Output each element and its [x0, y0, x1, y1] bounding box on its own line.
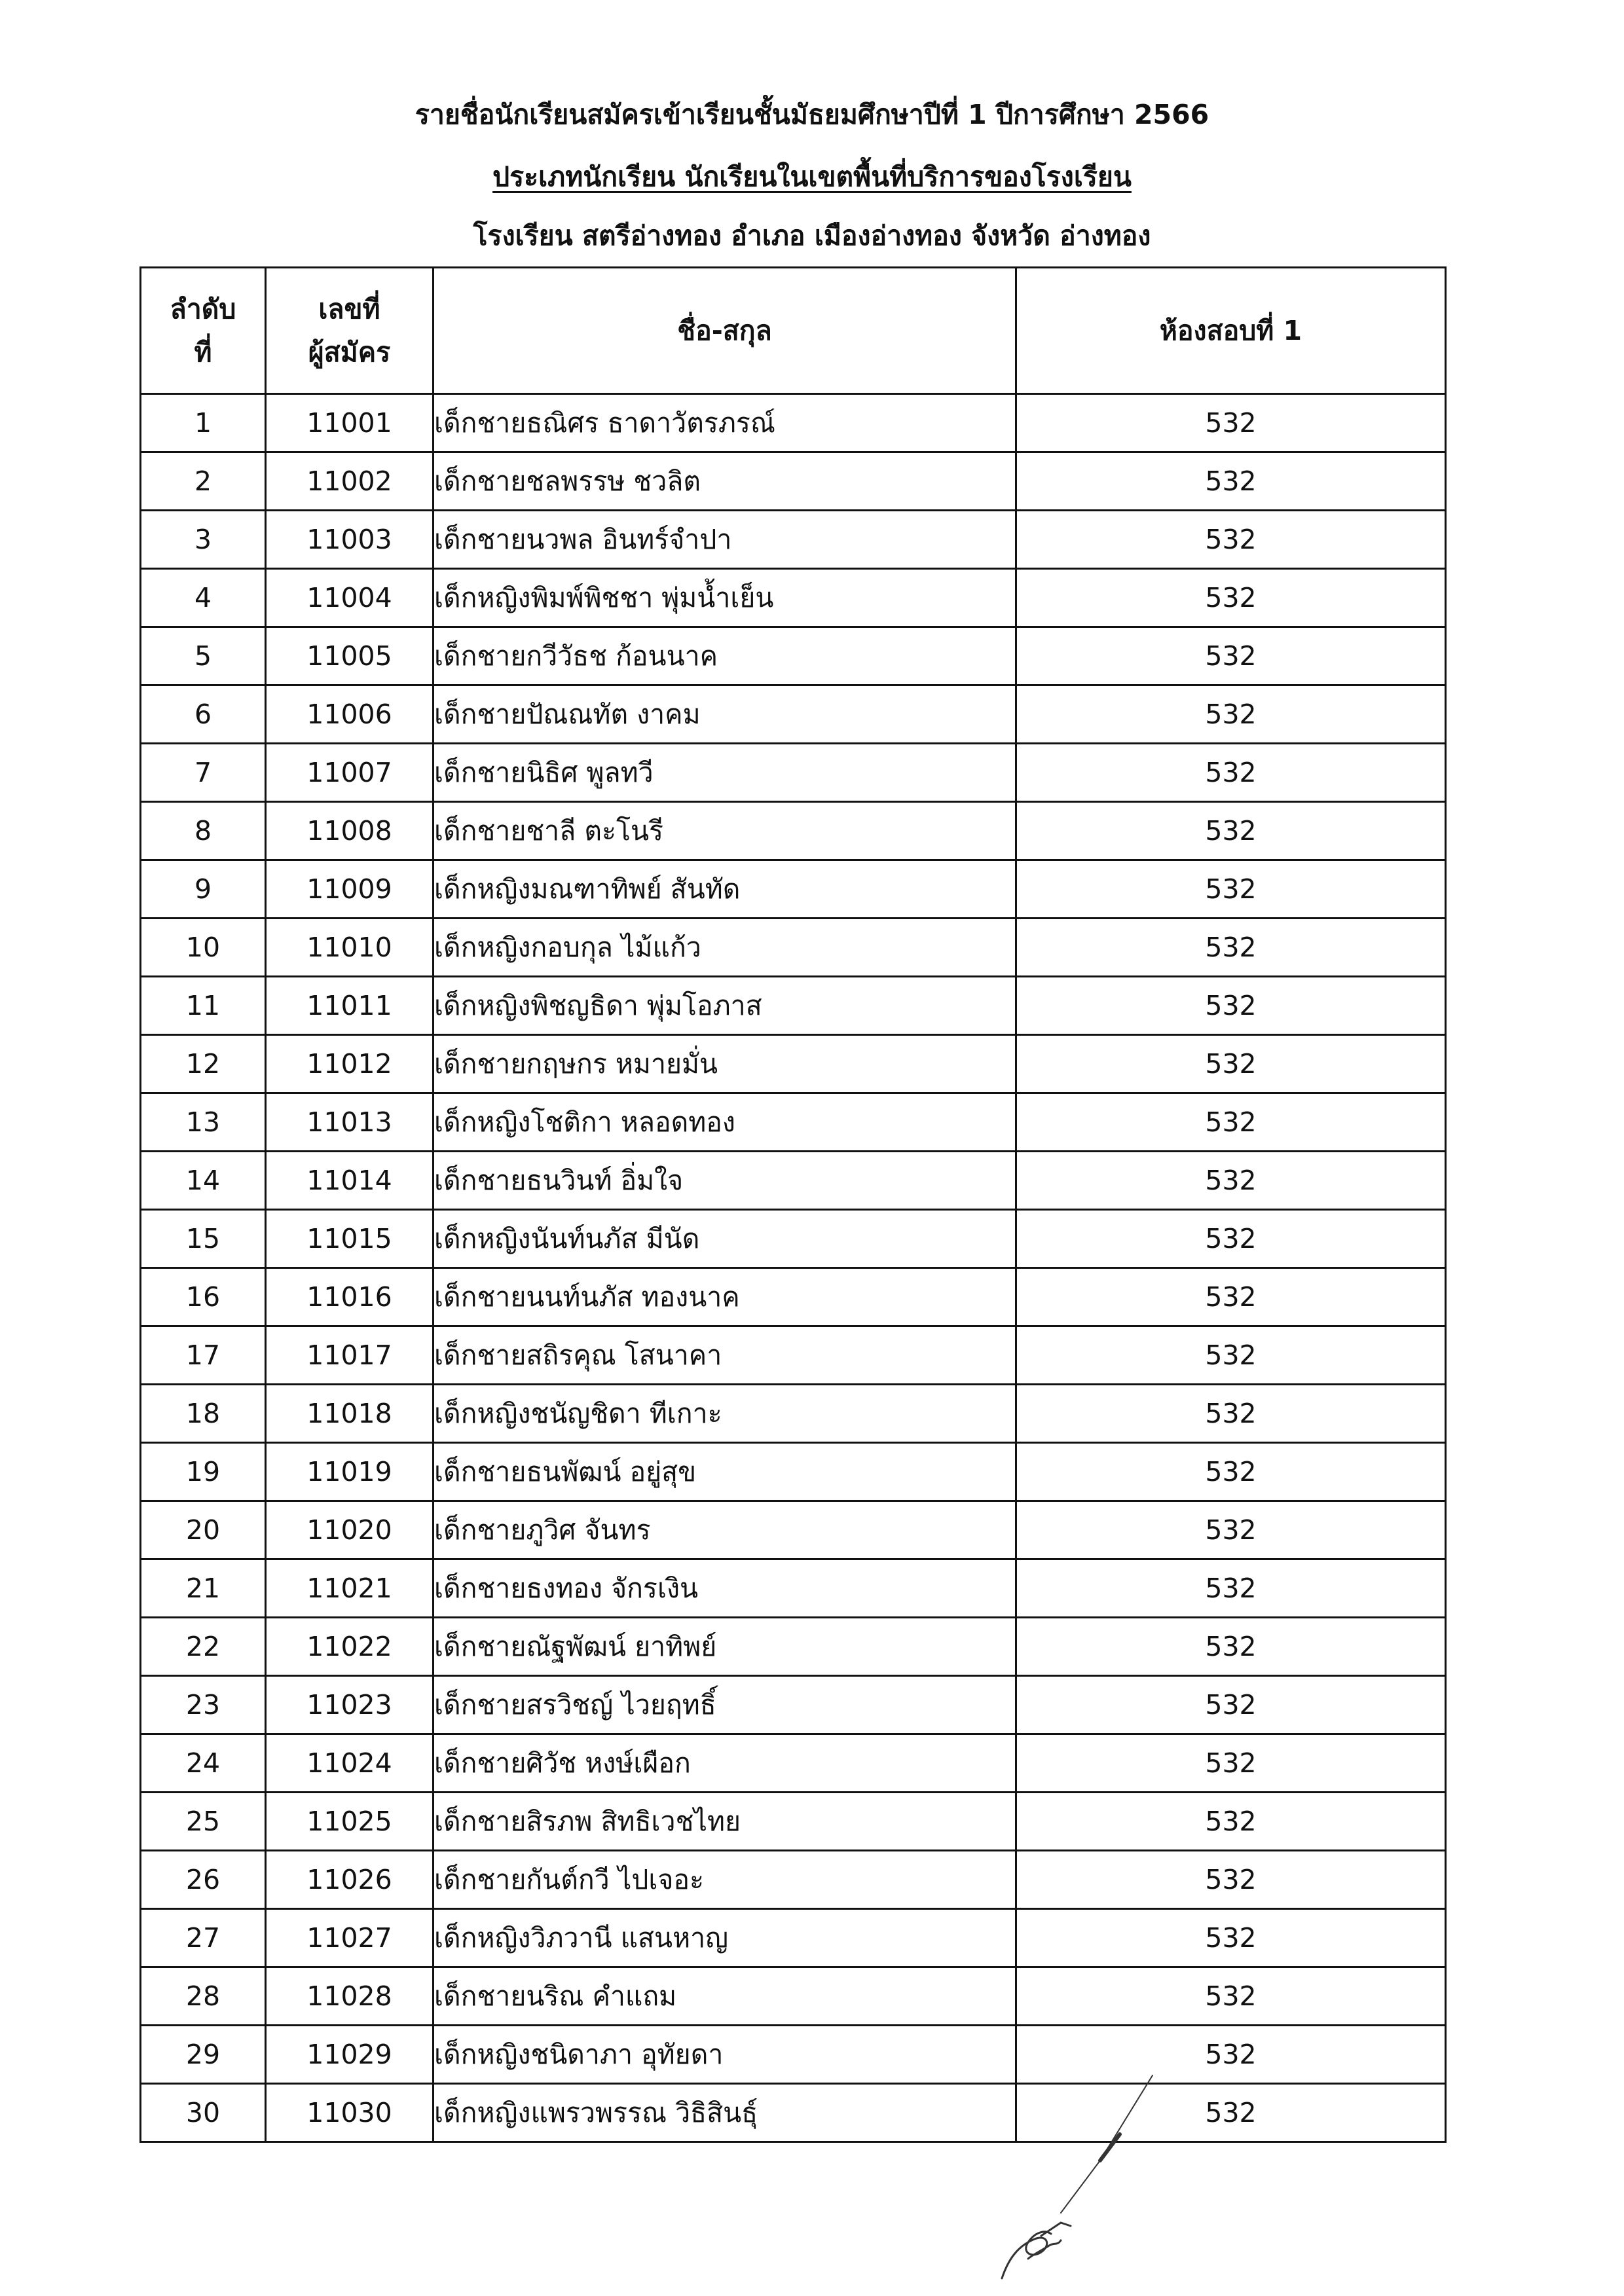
exam-room-cell: 532 — [1016, 394, 1446, 452]
applicant-number-cell: 11006 — [266, 685, 434, 744]
full-name-cell: เด็กชายณัฐพัฒน์ ยาทิพย์ — [434, 1618, 1016, 1676]
applicant-number-cell: 11007 — [266, 744, 434, 802]
table-row — [141, 802, 1446, 860]
order-cell: 28 — [141, 1967, 266, 2026]
applicant-number-cell: 11016 — [266, 1268, 434, 1326]
full-name-cell: เด็กชายธงทอง จักรเงิน — [434, 1559, 1016, 1618]
exam-room-cell: 532 — [1016, 744, 1446, 802]
order-cell: 8 — [141, 802, 266, 860]
table-row — [141, 452, 1446, 511]
full-name-cell: เด็กหญิงชนิดาภา อุทัยดา — [434, 2026, 1016, 2084]
order-cell: 7 — [141, 744, 266, 802]
exam-room-cell: 532 — [1016, 1093, 1446, 1152]
full-name-cell: เด็กชายนิธิศ พูลทวี — [434, 744, 1016, 802]
table-row — [141, 569, 1446, 627]
full-name-cell: เด็กชายนวพล อินทร์จำปา — [434, 511, 1016, 569]
full-name-cell: เด็กชายธณิศร ธาดาวัตรภรณ์ — [434, 394, 1016, 452]
exam-room-cell: 532 — [1016, 1443, 1446, 1501]
order-cell: 14 — [141, 1152, 266, 1210]
table-row — [141, 1967, 1446, 2026]
table-row — [141, 919, 1446, 977]
applicant-number-cell: 11018 — [266, 1385, 434, 1443]
order-cell: 16 — [141, 1268, 266, 1326]
order-cell: 18 — [141, 1385, 266, 1443]
header-app-line2: ผู้สมัคร — [308, 337, 391, 368]
applicant-number-cell: 11013 — [266, 1093, 434, 1152]
applicant-number-cell: 11010 — [266, 919, 434, 977]
full-name-cell: เด็กชายสรวิชญ์ ไวยฤทธิ์ — [434, 1676, 1016, 1734]
exam-room-cell: 532 — [1016, 802, 1446, 860]
order-cell: 17 — [141, 1326, 266, 1385]
document-title: รายชื่อนักเรียนสมัครเข้าเรียนชั้นมัธยมศึกษาปีที่ 1 ปีการศึกษา 2566 — [415, 99, 1209, 130]
table-row — [141, 1618, 1446, 1676]
full-name-cell: เด็กชายธนวินท์ อิ่มใจ — [434, 1152, 1016, 1210]
full-name-cell: เด็กชายปัณณทัต งาคม — [434, 685, 1016, 744]
order-cell: 20 — [141, 1501, 266, 1559]
applicant-number-cell: 11023 — [266, 1676, 434, 1734]
exam-room-cell: 532 — [1016, 2026, 1446, 2084]
order-cell: 29 — [141, 2026, 266, 2084]
signature-mark — [904, 2062, 1166, 2285]
applicant-number-cell: 11015 — [266, 1210, 434, 1268]
applicant-number-cell: 11005 — [266, 627, 434, 685]
exam-room-cell: 532 — [1016, 452, 1446, 511]
header-order-line1: ลำดับ — [170, 293, 236, 325]
full-name-cell: เด็กชายกันต์กวี ไปเจอะ — [434, 1851, 1016, 1909]
table-row — [141, 1734, 1446, 1793]
applicant-number-cell: 11004 — [266, 569, 434, 627]
header-full-name: ชื่อ-สกุล — [434, 268, 1016, 394]
exam-room-cell: 532 — [1016, 1326, 1446, 1385]
table-row — [141, 2084, 1446, 2142]
applicant-number-cell: 11029 — [266, 2026, 434, 2084]
applicant-number-cell: 11020 — [266, 1501, 434, 1559]
full-name-cell: เด็กหญิงแพรวพรรณ วิธิสินธุ์ — [434, 2084, 1016, 2142]
table-row — [141, 1793, 1446, 1851]
full-name-cell: เด็กชายภูวิศ จันทร — [434, 1501, 1016, 1559]
order-cell: 26 — [141, 1851, 266, 1909]
exam-room-cell: 532 — [1016, 1210, 1446, 1268]
exam-room-cell: 532 — [1016, 1793, 1446, 1851]
exam-room-cell: 532 — [1016, 1035, 1446, 1093]
full-name-cell: เด็กชายธนพัฒน์ อยู่สุข — [434, 1443, 1016, 1501]
applicant-number-cell: 11026 — [266, 1851, 434, 1909]
table-row — [141, 1152, 1446, 1210]
order-cell: 30 — [141, 2084, 266, 2142]
table-row — [141, 1501, 1446, 1559]
table-row — [141, 1443, 1446, 1501]
order-cell: 22 — [141, 1618, 266, 1676]
exam-room-cell: 532 — [1016, 1676, 1446, 1734]
header-exam-room: ห้องสอบที่ 1 — [1016, 268, 1446, 394]
exam-room-cell: 532 — [1016, 1909, 1446, 1967]
header-order — [141, 268, 266, 394]
table-row — [141, 1326, 1446, 1385]
applicant-number-cell: 11030 — [266, 2084, 434, 2142]
full-name-cell: เด็กชายสถิรคุณ โสนาคา — [434, 1326, 1016, 1385]
applicant-number-cell: 11024 — [266, 1734, 434, 1793]
table-row — [141, 1559, 1446, 1618]
order-cell: 3 — [141, 511, 266, 569]
full-name-cell: เด็กชายชาลี ตะโนรี — [434, 802, 1016, 860]
table-body — [141, 394, 1446, 2142]
order-cell: 6 — [141, 685, 266, 744]
full-name-cell: เด็กหญิงพิมพ์พิชชา พุ่มน้ำเย็น — [434, 569, 1016, 627]
applicant-table — [139, 266, 1447, 2143]
exam-room-cell: 532 — [1016, 977, 1446, 1035]
student-category: ประเภทนักเรียน นักเรียนในเขตพื้นที่บริการของโรงเรียน — [492, 161, 1132, 192]
full-name-cell: เด็กชายศิวัช หงษ์เผือก — [434, 1734, 1016, 1793]
order-cell: 24 — [141, 1734, 266, 1793]
table-row — [141, 394, 1446, 452]
full-name-cell: เด็กชายนริณ คำแถม — [434, 1967, 1016, 2026]
table-row — [141, 1210, 1446, 1268]
order-cell: 4 — [141, 569, 266, 627]
table-row — [141, 511, 1446, 569]
applicant-number-cell: 11012 — [266, 1035, 434, 1093]
order-cell: 27 — [141, 1909, 266, 1967]
table-row — [141, 744, 1446, 802]
table-row — [141, 627, 1446, 685]
exam-room-cell: 532 — [1016, 1618, 1446, 1676]
order-cell: 2 — [141, 452, 266, 511]
exam-room-cell: 532 — [1016, 569, 1446, 627]
exam-room-cell: 532 — [1016, 1501, 1446, 1559]
table-row — [141, 1385, 1446, 1443]
table-row — [141, 1035, 1446, 1093]
exam-room-cell: 532 — [1016, 1967, 1446, 2026]
order-cell: 25 — [141, 1793, 266, 1851]
header-app-line1: เลขที่ — [318, 293, 380, 325]
applicant-number-cell: 11021 — [266, 1559, 434, 1618]
applicant-number-cell: 11011 — [266, 977, 434, 1035]
exam-room-cell: 532 — [1016, 685, 1446, 744]
applicant-number-cell: 11009 — [266, 860, 434, 919]
order-cell: 12 — [141, 1035, 266, 1093]
order-cell: 23 — [141, 1676, 266, 1734]
table-row — [141, 685, 1446, 744]
order-cell: 1 — [141, 394, 266, 452]
full-name-cell: เด็กชายนนท์นภัส ทองนาค — [434, 1268, 1016, 1326]
order-cell: 9 — [141, 860, 266, 919]
full-name-cell: เด็กหญิงโชติกา หลอดทอง — [434, 1093, 1016, 1152]
order-cell: 13 — [141, 1093, 266, 1152]
exam-room-cell: 532 — [1016, 511, 1446, 569]
full-name-cell: เด็กชายสิรภพ สิทธิเวชไทย — [434, 1793, 1016, 1851]
table-row — [141, 1851, 1446, 1909]
exam-room-cell: 532 — [1016, 1268, 1446, 1326]
exam-room-cell: 532 — [1016, 2084, 1446, 2142]
full-name-cell: เด็กหญิงนันท์นภัส มีนัด — [434, 1210, 1016, 1268]
full-name-cell: เด็กหญิงกอบกุล ไม้แก้ว — [434, 919, 1016, 977]
order-cell: 11 — [141, 977, 266, 1035]
table-row — [141, 860, 1446, 919]
applicant-number-cell: 11028 — [266, 1967, 434, 2026]
school-location: โรงเรียน สตรีอ่างทอง อำเภอ เมืองอ่างทอง จังหวัด อ่างทอง — [473, 220, 1151, 251]
table-row — [141, 1909, 1446, 1967]
exam-room-cell: 532 — [1016, 1851, 1446, 1909]
order-cell: 21 — [141, 1559, 266, 1618]
applicant-number-cell: 11003 — [266, 511, 434, 569]
exam-room-cell: 532 — [1016, 1152, 1446, 1210]
exam-room-cell: 532 — [1016, 1559, 1446, 1618]
table-row — [141, 1093, 1446, 1152]
exam-room-cell: 532 — [1016, 627, 1446, 685]
order-cell: 19 — [141, 1443, 266, 1501]
table-row — [141, 2026, 1446, 2084]
applicant-number-cell: 11014 — [266, 1152, 434, 1210]
full-name-cell: เด็กหญิงมณฑาทิพย์ สันทัด — [434, 860, 1016, 919]
table-header-row — [141, 268, 1446, 394]
table-row — [141, 1268, 1446, 1326]
header-order-line2: ที่ — [194, 337, 212, 368]
applicant-number-cell: 11008 — [266, 802, 434, 860]
applicant-number-cell: 11019 — [266, 1443, 434, 1501]
order-cell: 5 — [141, 627, 266, 685]
exam-room-cell: 532 — [1016, 919, 1446, 977]
full-name-cell: เด็กชายชลพรรษ ชวลิต — [434, 452, 1016, 511]
exam-room-cell: 532 — [1016, 860, 1446, 919]
order-cell: 10 — [141, 919, 266, 977]
table-row — [141, 1676, 1446, 1734]
full-name-cell: เด็กชายกฤษกร หมายมั่น — [434, 1035, 1016, 1093]
exam-room-cell: 532 — [1016, 1385, 1446, 1443]
applicant-number-cell: 11017 — [266, 1326, 434, 1385]
full-name-cell: เด็กหญิงพิชญธิดา พุ่มโอภาส — [434, 977, 1016, 1035]
full-name-cell: เด็กหญิงวิภวานี แสนหาญ — [434, 1909, 1016, 1967]
full-name-cell: เด็กหญิงชนัญชิดา ทีเกาะ — [434, 1385, 1016, 1443]
exam-room-cell: 532 — [1016, 1734, 1446, 1793]
applicant-number-cell: 11025 — [266, 1793, 434, 1851]
full-name-cell: เด็กชายกวีวัธช ก้อนนาค — [434, 627, 1016, 685]
applicant-number-cell: 11027 — [266, 1909, 434, 1967]
applicant-number-cell: 11002 — [266, 452, 434, 511]
applicant-number-cell: 11022 — [266, 1618, 434, 1676]
applicant-number-cell: 11001 — [266, 394, 434, 452]
header-applicant-number — [266, 268, 434, 394]
order-cell: 15 — [141, 1210, 266, 1268]
table-row — [141, 977, 1446, 1035]
